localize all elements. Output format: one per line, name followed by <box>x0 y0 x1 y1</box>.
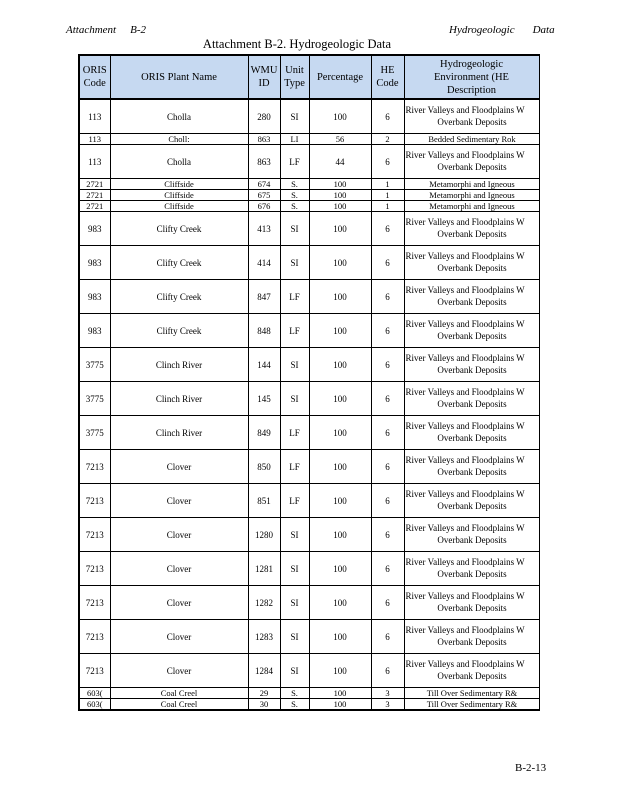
he-description-cell <box>404 699 539 711</box>
table-row <box>79 348 539 382</box>
header-text-line: Type <box>284 78 305 89</box>
he-description-cell <box>404 99 539 134</box>
he-description-line: Overbank Deposits <box>437 161 507 172</box>
wmu-id-cell: 280 <box>248 99 280 134</box>
he-description-cell <box>404 201 539 212</box>
he-code-cell: 6 <box>371 145 404 179</box>
he-description-line: River Valleys and Floodplains W <box>405 251 525 261</box>
unit-type-cell: LF <box>280 484 309 518</box>
he-description-line: River Valleys and Floodplains W <box>405 659 525 669</box>
page-number: B-2-13 <box>515 762 547 774</box>
oris-code-cell: 983 <box>79 280 110 314</box>
percentage-cell: 100 <box>309 246 371 280</box>
header-text-line: Hydrogeologic <box>440 58 503 70</box>
he-code-cell: 6 <box>371 450 404 484</box>
he-description-line: River Valleys and Floodplains W <box>405 105 525 115</box>
plant-name-cell: Clinch River <box>110 382 248 416</box>
he-description-line: River Valleys and Floodplains W <box>405 150 525 160</box>
header-text-line: Environment (HE <box>434 71 509 83</box>
he-description-line: Overbank Deposits <box>437 116 507 127</box>
plant-name-cell: Choll: <box>110 134 248 145</box>
wmu-id-cell: 850 <box>248 450 280 484</box>
unit-type-cell: SI <box>280 620 309 654</box>
table-row <box>79 134 539 145</box>
wmu-id-cell: 848 <box>248 314 280 348</box>
table-header-row <box>79 55 539 99</box>
oris-code-cell: 7213 <box>79 586 110 620</box>
unit-type-cell: SI <box>280 382 309 416</box>
table-row <box>79 699 539 711</box>
percentage-cell: 56 <box>309 134 371 145</box>
plant-name-cell: Cliffside <box>110 201 248 212</box>
wmu-id-cell: 145 <box>248 382 280 416</box>
percentage-cell: 100 <box>309 348 371 382</box>
plant-name-cell: Clover <box>110 552 248 586</box>
he-description-cell <box>404 134 539 145</box>
he-description-cell <box>404 620 539 654</box>
percentage-cell: 100 <box>309 450 371 484</box>
wmu-id-cell: 29 <box>248 688 280 699</box>
he-description-line: Overbank Deposits <box>437 602 507 613</box>
plant-name-cell: Coal Creel <box>110 699 248 711</box>
header-text-line: ORIS Plant Name <box>141 71 217 83</box>
he-description-line: Overbank Deposits <box>437 228 507 239</box>
he-code-cell: 6 <box>371 620 404 654</box>
oris-code-cell: 3775 <box>79 348 110 382</box>
he-description-line: River Valleys and Floodplains W <box>405 625 525 635</box>
he-description-line: Overbank Deposits <box>437 296 507 307</box>
oris-code-cell: 7213 <box>79 450 110 484</box>
table-row <box>79 586 539 620</box>
wmu-id-cell: 847 <box>248 280 280 314</box>
plant-name-cell: Clinch River <box>110 348 248 382</box>
table-row <box>79 314 539 348</box>
wmu-id-cell: 863 <box>248 145 280 179</box>
wmu-id-cell: 849 <box>248 416 280 450</box>
percentage-cell: 100 <box>309 179 371 190</box>
plant-name-cell: Clover <box>110 654 248 688</box>
he-description-cell <box>404 654 539 688</box>
table-row <box>79 518 539 552</box>
table-row <box>79 145 539 179</box>
he-description-cell <box>404 552 539 586</box>
unit-type-cell: SI <box>280 99 309 134</box>
he-description-cell <box>404 382 539 416</box>
he-description-line: River Valleys and Floodplains W <box>405 421 525 431</box>
percentage-cell: 100 <box>309 201 371 212</box>
he-description-line: Overbank Deposits <box>437 432 507 443</box>
col-plant-name-header <box>110 55 248 99</box>
table-row <box>79 201 539 212</box>
col-he-description-header <box>404 55 539 99</box>
percentage-cell: 100 <box>309 382 371 416</box>
oris-code-cell: 3775 <box>79 416 110 450</box>
oris-code-cell: 7213 <box>79 552 110 586</box>
he-description-line: Overbank Deposits <box>437 500 507 511</box>
header-text-line: ID <box>258 78 270 89</box>
he-description-line: Till Over Sedimentary R& <box>426 688 518 698</box>
plant-name-cell: Coal Creel <box>110 688 248 699</box>
plant-name-cell: Clifty Creek <box>110 280 248 314</box>
he-description-line: Metamorphi and Igneous <box>429 190 515 200</box>
wmu-id-cell: 144 <box>248 348 280 382</box>
he-description-line: River Valleys and Floodplains W <box>405 523 525 533</box>
he-description-line: River Valleys and Floodplains W <box>405 489 525 499</box>
oris-code-cell: 3775 <box>79 382 110 416</box>
he-description-line: River Valleys and Floodplains W <box>405 455 525 465</box>
wmu-id-cell: 1282 <box>248 586 280 620</box>
he-description-cell <box>404 190 539 201</box>
he-description-line: Till Over Sedimentary R& <box>426 699 518 709</box>
unit-type-cell: LF <box>280 145 309 179</box>
table-row <box>79 450 539 484</box>
header-text-line: Unit <box>285 65 304 76</box>
plant-name-cell: Clifty Creek <box>110 314 248 348</box>
he-description-line: Overbank Deposits <box>437 466 507 477</box>
percentage-cell: 100 <box>309 586 371 620</box>
he-description-cell <box>404 484 539 518</box>
he-description-cell <box>404 246 539 280</box>
table-row <box>79 280 539 314</box>
plant-name-cell: Clover <box>110 450 248 484</box>
plant-name-cell: Clover <box>110 620 248 654</box>
oris-code-cell: 113 <box>79 99 110 134</box>
wmu-id-cell: 1283 <box>248 620 280 654</box>
plant-name-cell: Clinch River <box>110 416 248 450</box>
wmu-id-cell: 1281 <box>248 552 280 586</box>
running-header-right <box>449 24 573 36</box>
percentage-cell: 100 <box>309 99 371 134</box>
unit-type-cell: S. <box>280 201 309 212</box>
he-description-line: River Valleys and Floodplains W <box>405 217 525 227</box>
oris-code-cell: 2721 <box>79 201 110 212</box>
percentage-cell: 100 <box>309 688 371 699</box>
he-code-cell: 6 <box>371 348 404 382</box>
percentage-cell: 100 <box>309 190 371 201</box>
he-description-cell <box>404 280 539 314</box>
table-row <box>79 620 539 654</box>
unit-type-cell: S. <box>280 699 309 711</box>
percentage-cell: 100 <box>309 620 371 654</box>
he-description-cell <box>404 518 539 552</box>
he-code-cell: 3 <box>371 688 404 699</box>
he-code-cell: 1 <box>371 201 404 212</box>
table-row <box>79 179 539 190</box>
wmu-id-cell: 413 <box>248 212 280 246</box>
unit-type-cell: LF <box>280 280 309 314</box>
oris-code-cell: 2721 <box>79 190 110 201</box>
header-text-line: WMU <box>250 65 278 76</box>
table-row <box>79 688 539 699</box>
he-description-cell <box>404 586 539 620</box>
oris-code-cell: 7213 <box>79 518 110 552</box>
oris-code-cell: 983 <box>79 314 110 348</box>
he-description-line: Bedded Sedimentary Rok <box>428 134 516 144</box>
percentage-cell: 100 <box>309 280 371 314</box>
header-text-line: Percentage <box>316 71 364 83</box>
percentage-cell: 100 <box>309 212 371 246</box>
col-percentage-header <box>309 55 371 99</box>
wmu-id-cell: 1280 <box>248 518 280 552</box>
table-row <box>79 246 539 280</box>
unit-type-cell: S. <box>280 179 309 190</box>
table-row <box>79 190 539 201</box>
he-description-cell <box>404 416 539 450</box>
he-description-cell <box>404 348 539 382</box>
table-body <box>79 99 539 710</box>
he-description-line: River Valleys and Floodplains W <box>405 387 525 397</box>
plant-name-cell: Cholla <box>110 99 248 134</box>
he-description-line: Overbank Deposits <box>437 262 507 273</box>
he-description-line: Overbank Deposits <box>437 364 507 375</box>
percentage-cell: 100 <box>309 552 371 586</box>
he-description-cell <box>404 688 539 699</box>
he-code-cell: 6 <box>371 654 404 688</box>
he-description-line: Overbank Deposits <box>437 398 507 409</box>
plant-name-cell: Clover <box>110 586 248 620</box>
he-description-cell <box>404 450 539 484</box>
oris-code-cell: 7213 <box>79 620 110 654</box>
plant-name-cell: Cholla <box>110 145 248 179</box>
header-text-line: Code <box>376 78 399 89</box>
percentage-cell: 100 <box>309 314 371 348</box>
unit-type-cell: S. <box>280 688 309 699</box>
header-text-line: HE <box>380 65 395 76</box>
col-he-code-header <box>371 55 404 99</box>
running-header-left <box>66 24 160 36</box>
unit-type-cell: SI <box>280 348 309 382</box>
he-description-line: Metamorphi and Igneous <box>429 201 515 211</box>
he-description-cell <box>404 314 539 348</box>
he-code-cell: 1 <box>371 179 404 190</box>
wmu-id-cell: 863 <box>248 134 280 145</box>
he-code-cell: 6 <box>371 586 404 620</box>
table-row <box>79 99 539 134</box>
plant-name-cell: Cliffside <box>110 179 248 190</box>
col-wmu-id-header <box>248 55 280 99</box>
wmu-id-cell: 851 <box>248 484 280 518</box>
he-code-cell: 6 <box>371 552 404 586</box>
header-text-line: Description <box>447 84 496 96</box>
table-row <box>79 382 539 416</box>
percentage-cell: 100 <box>309 484 371 518</box>
he-code-cell: 6 <box>371 246 404 280</box>
he-description-line: River Valleys and Floodplains W <box>405 353 525 363</box>
he-description-line: Overbank Deposits <box>437 534 507 545</box>
header-text-line: Code <box>83 78 106 89</box>
plant-name-cell: Clover <box>110 518 248 552</box>
percentage-cell: 100 <box>309 699 371 711</box>
oris-code-cell: 603( <box>79 699 110 711</box>
wmu-id-cell: 675 <box>248 190 280 201</box>
oris-code-cell: 113 <box>79 145 110 179</box>
wmu-id-cell: 1284 <box>248 654 280 688</box>
he-description-line: Metamorphi and Igneous <box>429 179 515 189</box>
table-row <box>79 416 539 450</box>
table-row <box>79 212 539 246</box>
he-code-cell: 3 <box>371 699 404 711</box>
he-description-cell <box>404 212 539 246</box>
plant-name-cell: Clifty Creek <box>110 246 248 280</box>
percentage-cell: 44 <box>309 145 371 179</box>
hydrogeologic-data-table <box>78 54 540 711</box>
percentage-cell: 100 <box>309 518 371 552</box>
col-oris-code-header <box>79 55 110 99</box>
percentage-cell: 100 <box>309 654 371 688</box>
he-code-cell: 6 <box>371 518 404 552</box>
he-code-cell: 6 <box>371 416 404 450</box>
plant-name-cell: Clover <box>110 484 248 518</box>
he-description-line: River Valleys and Floodplains W <box>405 285 525 295</box>
col-unit-type-header <box>280 55 309 99</box>
oris-code-cell: 7213 <box>79 484 110 518</box>
he-code-cell: 6 <box>371 280 404 314</box>
percentage-cell: 100 <box>309 416 371 450</box>
unit-type-cell: SI <box>280 212 309 246</box>
unit-type-cell: SI <box>280 246 309 280</box>
wmu-id-cell: 676 <box>248 201 280 212</box>
unit-type-cell: LI <box>280 134 309 145</box>
oris-code-cell: 603( <box>79 688 110 699</box>
plant-name-cell: Cliffside <box>110 190 248 201</box>
unit-type-cell: S. <box>280 190 309 201</box>
he-code-cell: 6 <box>371 212 404 246</box>
unit-type-cell: LF <box>280 416 309 450</box>
unit-type-cell: LF <box>280 314 309 348</box>
table-row <box>79 484 539 518</box>
he-code-cell: 6 <box>371 99 404 134</box>
he-code-cell: 1 <box>371 190 404 201</box>
header-right-word-1: Hydrogeologic <box>449 24 515 36</box>
header-right-word-2: Data <box>532 24 555 36</box>
unit-type-cell: SI <box>280 654 309 688</box>
header-left-word-2: B-2 <box>130 24 146 36</box>
he-description-line: Overbank Deposits <box>437 670 507 681</box>
he-description-line: Overbank Deposits <box>437 636 507 647</box>
he-code-cell: 6 <box>371 314 404 348</box>
he-description-line: River Valleys and Floodplains W <box>405 319 525 329</box>
plant-name-cell: Clifty Creek <box>110 212 248 246</box>
he-description-line: Overbank Deposits <box>437 330 507 341</box>
he-code-cell: 6 <box>371 382 404 416</box>
unit-type-cell: SI <box>280 518 309 552</box>
oris-code-cell: 2721 <box>79 179 110 190</box>
wmu-id-cell: 674 <box>248 179 280 190</box>
oris-code-cell: 113 <box>79 134 110 145</box>
wmu-id-cell: 30 <box>248 699 280 711</box>
he-description-line: River Valleys and Floodplains W <box>405 557 525 567</box>
table-title: Attachment B-2. Hydrogeologic Data <box>202 37 392 51</box>
table-row <box>79 654 539 688</box>
header-left-word-1: Attachment <box>66 24 117 36</box>
wmu-id-cell: 414 <box>248 246 280 280</box>
table-row <box>79 552 539 586</box>
unit-type-cell: LF <box>280 450 309 484</box>
unit-type-cell: SI <box>280 552 309 586</box>
he-description-line: River Valleys and Floodplains W <box>405 591 525 601</box>
he-description-cell <box>404 145 539 179</box>
oris-code-cell: 7213 <box>79 654 110 688</box>
unit-type-cell: SI <box>280 586 309 620</box>
he-code-cell: 2 <box>371 134 404 145</box>
header-text-line: ORIS <box>82 65 107 76</box>
oris-code-cell: 983 <box>79 212 110 246</box>
he-description-cell <box>404 179 539 190</box>
he-description-line: Overbank Deposits <box>437 568 507 579</box>
oris-code-cell: 983 <box>79 246 110 280</box>
he-code-cell: 6 <box>371 484 404 518</box>
